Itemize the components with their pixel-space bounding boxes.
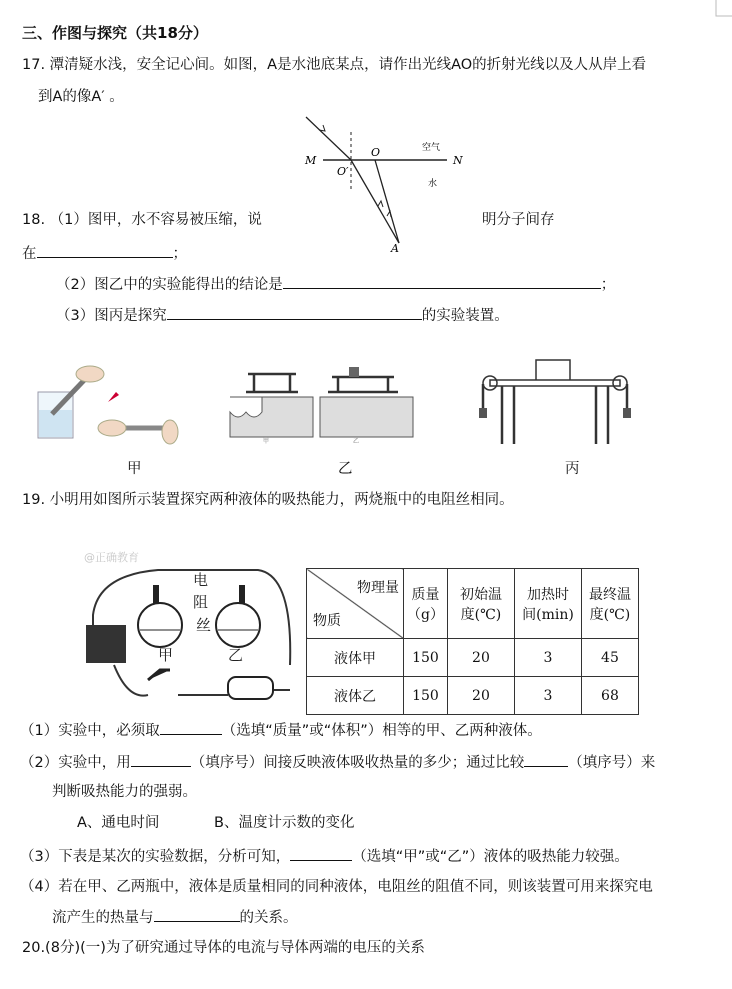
data-table bbox=[306, 568, 639, 715]
answer-blank[interactable] bbox=[167, 305, 422, 320]
corner-top: 物理量 bbox=[357, 580, 399, 596]
answer-blank[interactable] bbox=[160, 720, 222, 735]
figure-yi-lead-blocks bbox=[228, 362, 418, 447]
q19-s1: （1）实验中，必须取 bbox=[20, 723, 160, 739]
answer-blank[interactable] bbox=[290, 846, 352, 861]
label-o: O bbox=[371, 146, 381, 159]
option-a: A、通电时间 bbox=[77, 815, 160, 831]
q19-s4-line2: 流产生的热量与 bbox=[52, 910, 154, 926]
q19-s4: （4）若在甲、乙两瓶中，液体是质量相同的同种液体，电阻丝的阻值不同，则该装置可用来探究电 bbox=[20, 879, 653, 895]
table-row: 液体乙 150 20 3 68 bbox=[307, 677, 639, 715]
q18-part3-end: 的实验装置。 bbox=[421, 308, 509, 324]
punct: ； bbox=[600, 277, 616, 293]
q18-part1: 18. （1）图甲，水不容易被压缩，说 bbox=[22, 212, 262, 228]
q19-s2: （2）实验中，用 bbox=[20, 755, 131, 771]
refraction-diagram bbox=[295, 110, 470, 255]
option-b: B、温度计示数的变化 bbox=[214, 815, 355, 831]
q17-stem: 17. 潭清疑水浅，安全记心间。如图，A是水池底某点，请作出光线AO的折射光线以及人从岸上看 bbox=[22, 57, 647, 73]
q19-s3: （3）下表是某次的实验数据，分析可知， bbox=[20, 849, 291, 865]
circuit-label-yi: 乙 bbox=[228, 646, 244, 664]
table-row: 液体甲 150 20 3 45 bbox=[307, 639, 639, 677]
q19-s2-mid: （填序号）间接反映液体吸收热量的多少；通过比较 bbox=[190, 755, 525, 771]
circuit-label-si: 丝 bbox=[196, 616, 212, 634]
label-a: A bbox=[391, 242, 399, 255]
header-cell: 初始温 度(℃) bbox=[447, 569, 514, 639]
q19-s1-end: （选填“质量”或“体积”）相等的甲、乙两种液体。 bbox=[221, 723, 542, 739]
q18-part3: （3）图丙是探究 bbox=[56, 308, 167, 324]
figure-bing-friction-table bbox=[478, 356, 638, 451]
watermark: @正确教育 bbox=[84, 551, 139, 564]
answer-blank[interactable] bbox=[154, 907, 240, 922]
header-cell: 最终温 度(℃) bbox=[581, 569, 638, 639]
small-label-yi: 乙 bbox=[353, 438, 360, 445]
section-title: 三、作图与探究（共18分） bbox=[22, 24, 208, 42]
q18-part1-end: 明分子间存 bbox=[482, 212, 555, 228]
figure-label-yi: 乙 bbox=[338, 461, 353, 477]
answer-blank[interactable] bbox=[524, 752, 568, 767]
small-label-jia: 甲 bbox=[263, 438, 270, 445]
corner-cell bbox=[307, 569, 404, 639]
corner-bottom: 物质 bbox=[313, 613, 341, 629]
page-corner-mark bbox=[712, 0, 732, 20]
header-cell: 质量 （g） bbox=[404, 569, 448, 639]
circuit-diagram bbox=[78, 555, 298, 705]
punct: ； bbox=[172, 246, 187, 262]
label-m: M bbox=[305, 154, 317, 167]
q19-s4-end: 的关系。 bbox=[239, 910, 298, 926]
figure-label-bing: 丙 bbox=[565, 461, 580, 477]
q19-s2-line2: 判断吸热能力的强弱。 bbox=[52, 784, 197, 800]
answer-blank[interactable] bbox=[37, 243, 173, 258]
q19-stem: 19. 小明用如图所示装置探究两种液体的吸热能力，两烧瓶中的电阻丝相同。 bbox=[22, 492, 514, 508]
q18-part2: （2）图乙中的实验能得出的结论是 bbox=[56, 277, 283, 293]
circuit-label-jia: 甲 bbox=[158, 646, 174, 664]
q19-s3-end: （选填“甲”或“乙”）液体的吸热能力较强。 bbox=[352, 849, 629, 865]
q17-stem-line2: 到A的像A′ 。 bbox=[38, 89, 124, 105]
header-cell: 加热时 间(min) bbox=[514, 569, 581, 639]
q18-part1-line2: 在 bbox=[22, 246, 37, 262]
circuit-label-zu: 阻 bbox=[193, 593, 209, 611]
label-n: N bbox=[453, 154, 463, 167]
answer-blank[interactable] bbox=[283, 274, 601, 289]
label-water: 水 bbox=[428, 179, 438, 189]
answer-blank[interactable] bbox=[131, 752, 191, 767]
figure-jia-syringe bbox=[30, 362, 180, 452]
figure-label-jia: 甲 bbox=[127, 461, 142, 477]
label-o-prime: O′ bbox=[337, 165, 349, 178]
circuit-label-dian: 电 bbox=[193, 571, 209, 589]
q19-s2-end: （填序号）来 bbox=[568, 755, 656, 771]
label-air: 空气 bbox=[422, 143, 441, 153]
q20-stem: 20.(8分)(一)为了研究通过导体的电流与导体两端的电压的关系 bbox=[22, 940, 425, 956]
